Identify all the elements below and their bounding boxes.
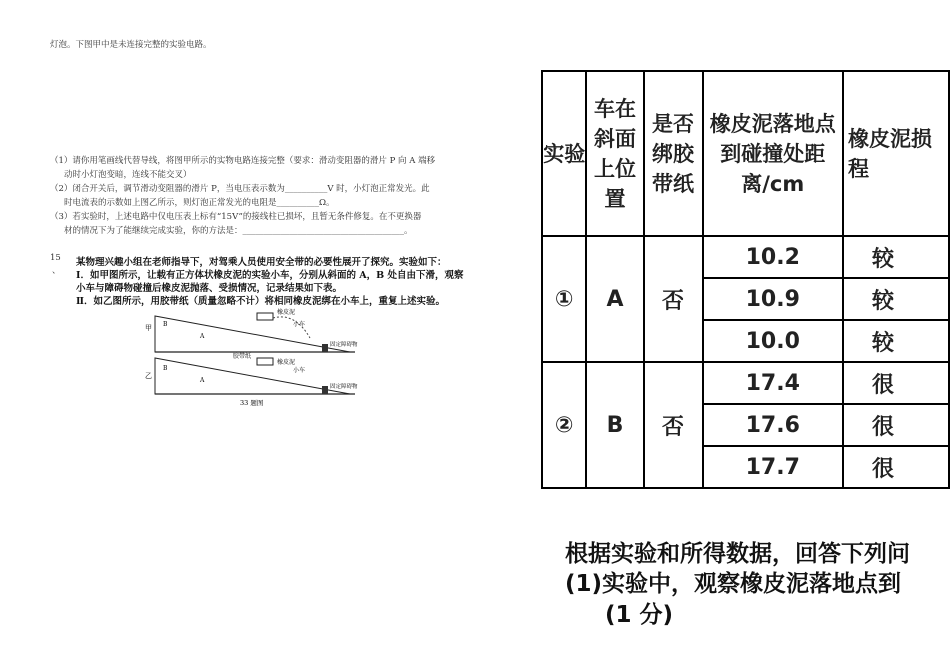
label-car-jia: 小车	[293, 321, 306, 328]
tape-1: 否	[644, 236, 703, 362]
intro-line: 灯泡。下图甲中是未连接完整的实验电路。	[50, 40, 212, 50]
question-1-line-b: 动时小灯泡变暗，连线不能交叉）	[64, 170, 192, 180]
header-position: 车在斜面上位置	[586, 71, 643, 236]
pos-2: B	[586, 362, 643, 488]
pos-1: A	[586, 236, 643, 362]
header-distance: 橡皮泥落地点到碰撞处距离/cm	[703, 71, 843, 236]
obstacle-shape	[322, 344, 328, 352]
label-b-jia: B	[163, 321, 168, 328]
dist-1-2: 10.9	[703, 278, 843, 320]
label-a-jia: A	[200, 333, 205, 340]
figure-caption: 33 题图	[240, 399, 264, 407]
damage-1-2: 较	[843, 278, 949, 320]
header-tape: 是否绑胶带纸	[644, 71, 703, 236]
bottom-line-1: 根据实验和所得数据，回答下列问	[565, 541, 910, 567]
question-15-line-1: 某物理兴趣小组在老师指导下，对驾乘人员使用安全带的必要性展开了探究。实验如下：	[76, 257, 447, 268]
header-damage: 橡皮泥损程	[843, 71, 949, 236]
exp-2: ②	[542, 362, 586, 488]
label-jia: 甲	[145, 324, 152, 332]
exp-1: ①	[542, 236, 586, 362]
figure-yi	[145, 352, 358, 394]
tape-2: 否	[644, 362, 703, 488]
incline-experiment-figure	[145, 308, 375, 408]
question-15-number: 15	[50, 253, 61, 263]
dist-2-1: 17.4	[703, 362, 843, 404]
damage-1-1: 较	[843, 236, 949, 278]
right-column	[541, 0, 950, 658]
dist-1-3: 10.0	[703, 320, 843, 362]
dist-1-1: 10.2	[703, 236, 843, 278]
question-3-line-b: 材的情况下为了能继续完成实验，你的方法是：______________________________________。	[64, 226, 413, 236]
header-experiment: 实验	[542, 71, 586, 236]
bottom-line-3: (1 分)	[605, 602, 674, 628]
bottom-line-2: (1)实验中，观察橡皮泥落地点到	[565, 571, 902, 597]
car-shape	[257, 313, 273, 320]
question-2-line-b: 时电流表的示数如上图乙所示，则灯泡正常发光的电阻是__________Ω。	[64, 198, 335, 208]
question-15-line-2: Ⅰ．如甲图所示，让载有正方体状橡皮泥的实验小车，分别从斜面的 A，B 处自由下滑，观察	[76, 270, 464, 281]
dist-2-3: 17.7	[703, 446, 843, 488]
results-table	[541, 70, 950, 489]
label-car-yi: 小车	[293, 367, 306, 374]
label-tape: 胶带纸	[233, 353, 252, 360]
damage-2-2: 很	[843, 404, 949, 446]
label-rubber-clay-yi: 橡皮泥	[277, 359, 296, 366]
damage-1-3: 较	[843, 320, 949, 362]
label-yi: 乙	[145, 372, 152, 380]
dist-2-2: 17.6	[703, 404, 843, 446]
label-rubber-clay: 橡皮泥	[277, 309, 296, 316]
label-obstacle-jia: 固定障碍物	[330, 342, 358, 348]
question-15-line-3: 小车与障碍物碰撞后橡皮泥抛落、受损情况，记录结果如下表。	[76, 283, 343, 294]
question-3-line-a: （3）若实验时，上述电路中仅电压表上标有“15V”的接线柱已损坏，且暂无条件修复。在不更换器	[50, 212, 422, 222]
label-b-yi: B	[163, 365, 168, 372]
damage-2-3: 很	[843, 446, 949, 488]
question-1-line-a: （1）请你用笔画线代替导线，将图甲所示的实物电路连接完整（要求：滑动变阻器的滑片 P 向 A 端移	[50, 156, 436, 166]
question-15-mark: 、	[52, 266, 61, 276]
question-2-line-a: （2）闭合开关后，调节滑动变阻器的滑片 P，当电压表示数为__________V 时，小灯泡正常发光。此	[50, 184, 430, 194]
damage-2-1: 很	[843, 362, 949, 404]
label-a-yi: A	[200, 377, 205, 384]
question-15-line-4: Ⅱ．如乙图所示，用胶带纸（质量忽略不计）将相同橡皮泥绑在小车上，重复上述实验。	[76, 296, 446, 307]
label-obstacle-yi: 固定障碍物	[330, 384, 358, 390]
figure-jia	[145, 308, 358, 352]
